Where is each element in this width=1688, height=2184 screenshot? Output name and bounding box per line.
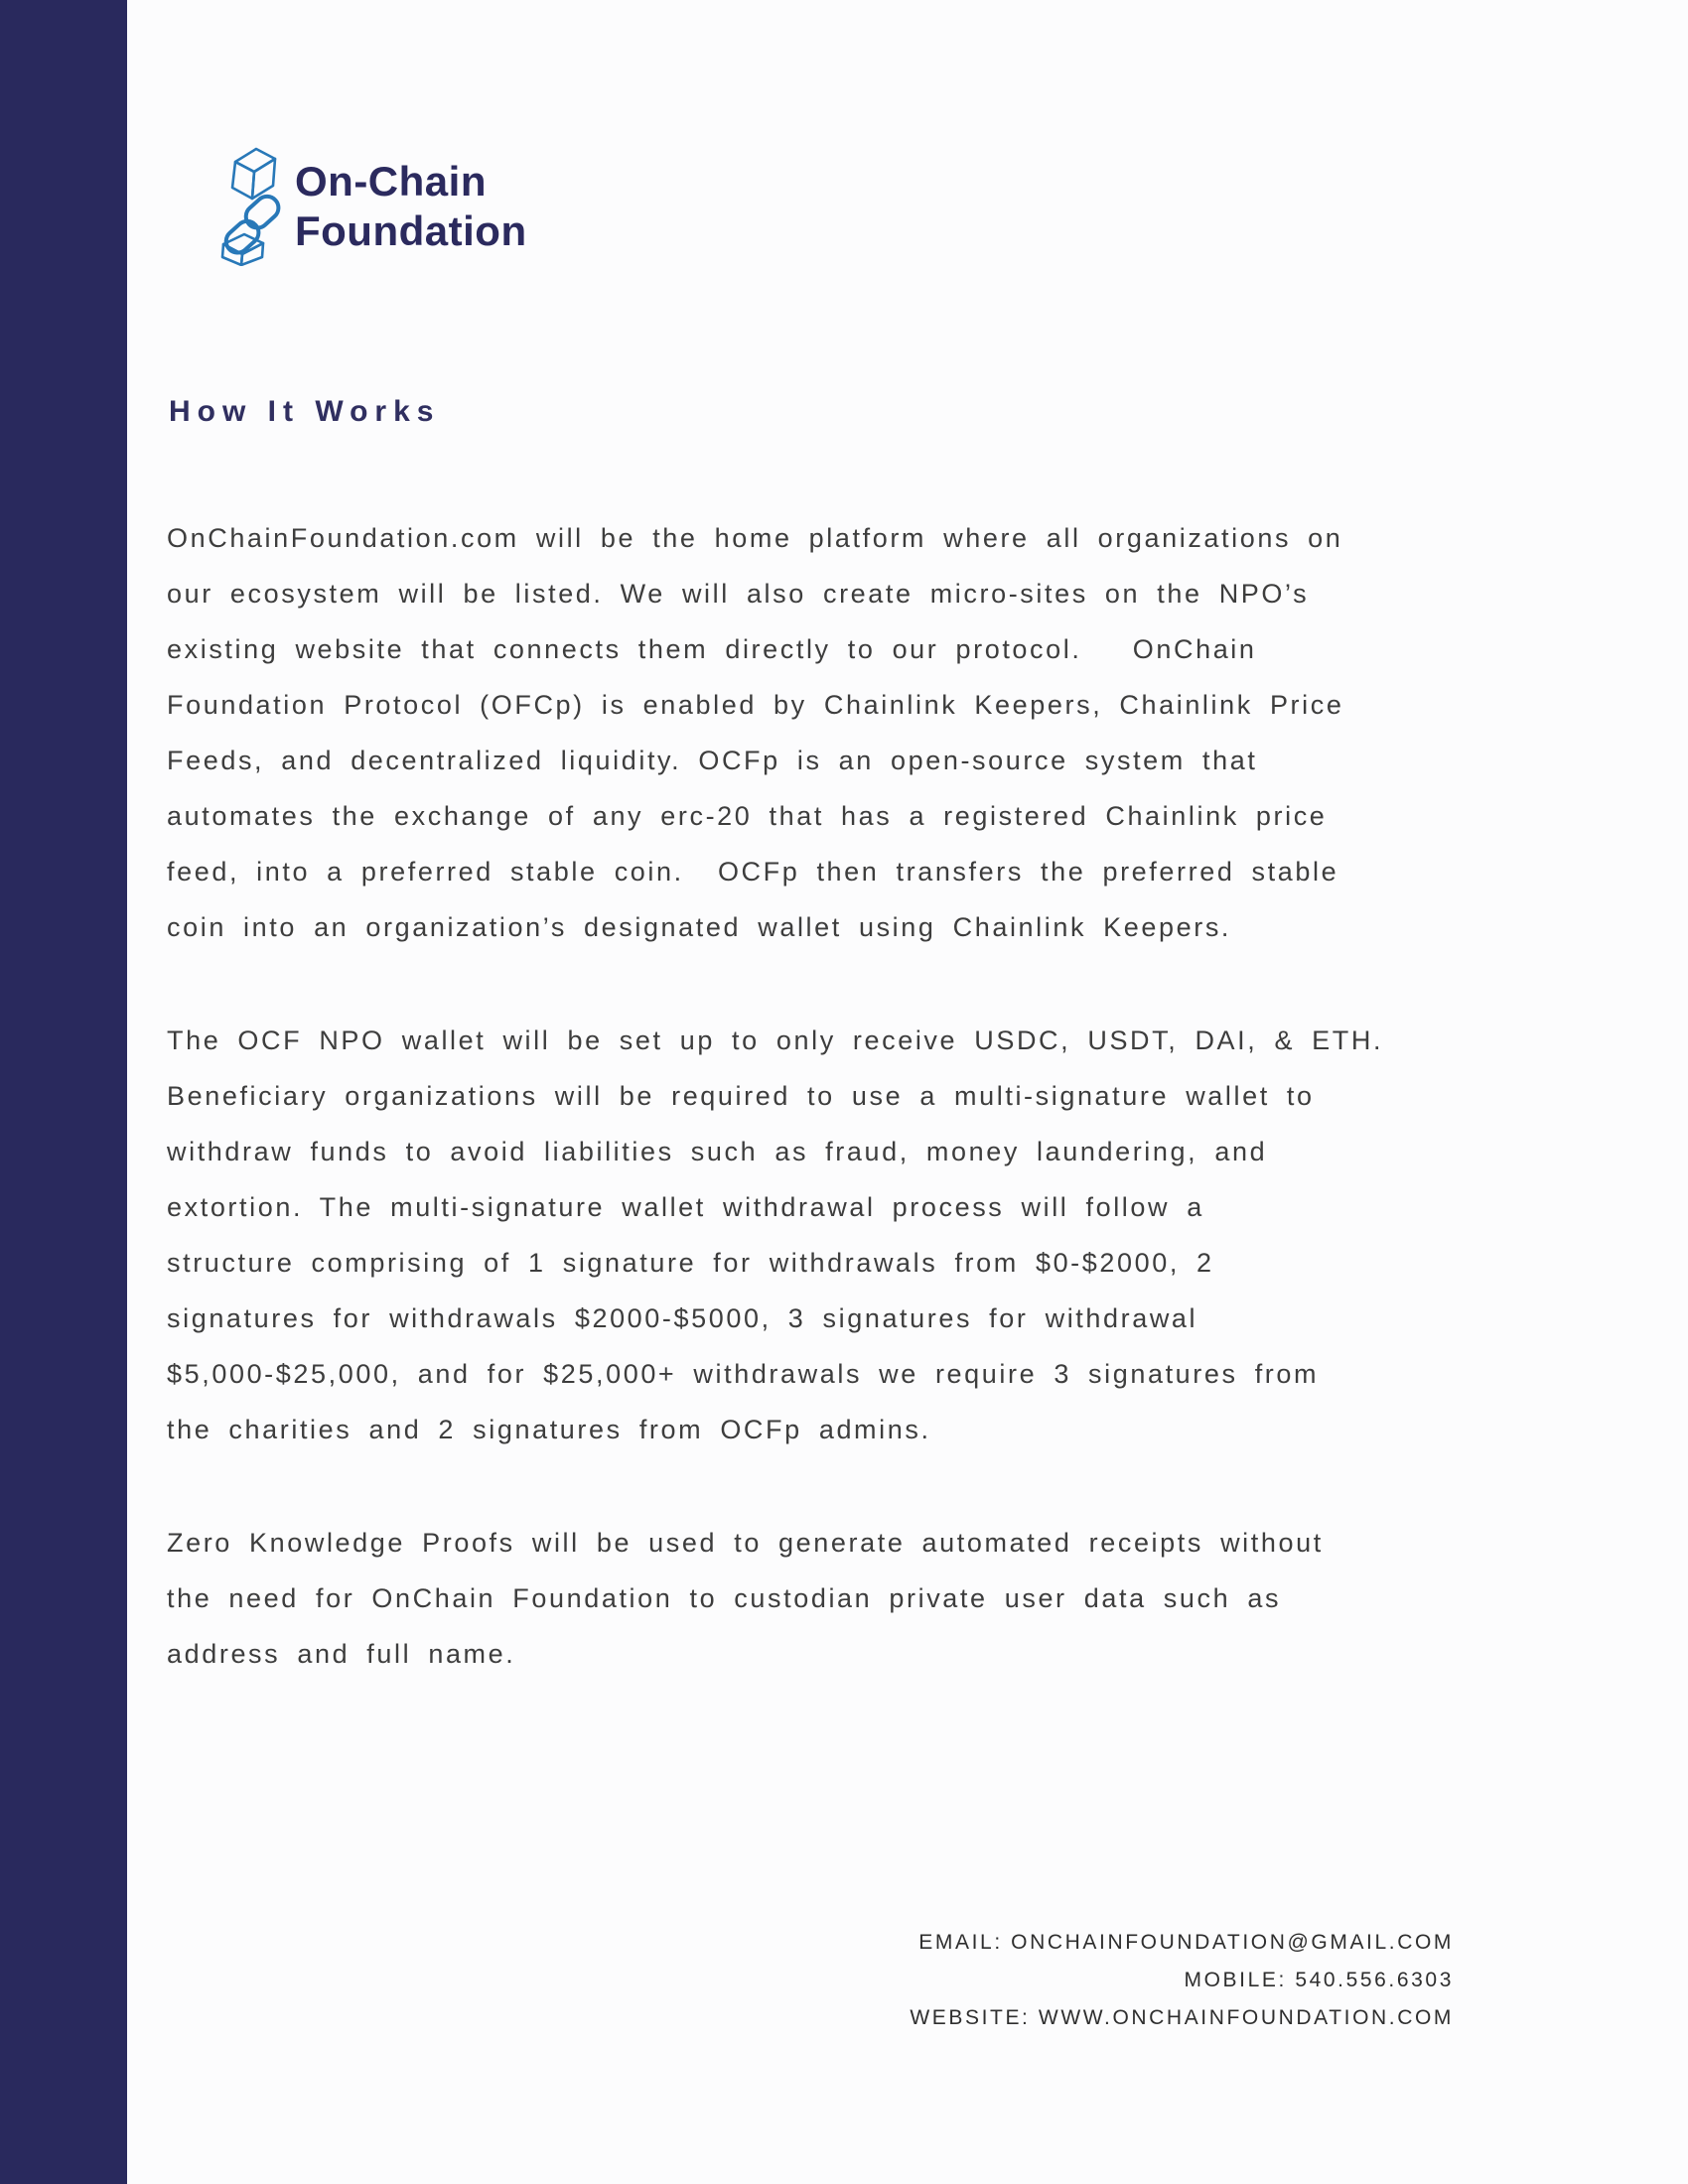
paragraph-line: the charities and 2 signatures from OCFp admins. bbox=[167, 1415, 931, 1444]
paragraph-line: extortion. The multi-signature wallet withdrawal process will follow a bbox=[167, 1192, 1204, 1222]
contact-info bbox=[910, 1924, 1454, 2037]
paragraph-line: the need for OnChain Foundation to custodian private user data such as bbox=[167, 1583, 1282, 1613]
brand-wordmark bbox=[295, 157, 527, 256]
contact-website: WEBSITE: WWW.ONCHAINFOUNDATION.COM bbox=[910, 2006, 1454, 2029]
paragraph-line: structure comprising of 1 signature for withdrawals from $0-$2000, 2 bbox=[167, 1248, 1214, 1278]
left-accent-bar bbox=[0, 0, 127, 2184]
document-body bbox=[167, 510, 1458, 1739]
paragraph-line: Feeds, and decentralized liquidity. OCFp is an open-source system that bbox=[167, 746, 1258, 775]
paragraph-line: Zero Knowledge Proofs will be used to generate automated receipts without bbox=[167, 1528, 1324, 1558]
paragraph-line: existing website that connects them directly to our protocol. OnChain bbox=[167, 634, 1257, 664]
paragraph-line: $5,000-$25,000, and for $25,000+ withdrawals we require 3 signatures from bbox=[167, 1359, 1320, 1389]
paragraph-zero-knowledge bbox=[167, 1515, 1458, 1682]
brand-name-line2: Foundation bbox=[295, 207, 527, 254]
paragraph-how-platform-works bbox=[167, 510, 1458, 955]
paragraph-wallet-signatures bbox=[167, 1013, 1458, 1457]
page-title: How It Works bbox=[169, 395, 441, 428]
contact-mobile: MOBILE: 540.556.6303 bbox=[1184, 1969, 1454, 1991]
paragraph-line: address and full name. bbox=[167, 1639, 516, 1669]
paragraph-line: signatures for withdrawals $2000-$5000, 3 signatures for withdrawal bbox=[167, 1303, 1198, 1333]
brand-logo bbox=[211, 145, 527, 266]
paragraph-line: our ecosystem will be listed. We will also create micro-sites on the NPO’s bbox=[167, 579, 1310, 609]
paragraph-line: Beneficiary organizations will be required to use a multi-signature wallet to bbox=[167, 1081, 1315, 1111]
paragraph-line: coin into an organization’s designated wallet using Chainlink Keepers. bbox=[167, 912, 1232, 942]
paragraph-line: OnChainFoundation.com will be the home platform where all organizations on bbox=[167, 523, 1343, 553]
paragraph-line: automates the exchange of any erc-20 that has a registered Chainlink price bbox=[167, 801, 1328, 831]
brand-name-line1: On-Chain bbox=[295, 158, 487, 205]
contact-email: EMAIL: ONCHAINFOUNDATION@GMAIL.COM bbox=[918, 1931, 1454, 1954]
paragraph-line: withdraw funds to avoid liabilities such as fraud, money laundering, and bbox=[167, 1137, 1268, 1166]
paragraph-line: Foundation Protocol (OFCp) is enabled by Chainlink Keepers, Chainlink Price bbox=[167, 690, 1344, 720]
paragraph-line: The OCF NPO wallet will be set up to only receive USDC, USDT, DAI, & ETH. bbox=[167, 1025, 1384, 1055]
chain-cubes-icon bbox=[211, 145, 285, 266]
paragraph-line: feed, into a preferred stable coin. OCFp then transfers the preferred stable bbox=[167, 857, 1339, 887]
